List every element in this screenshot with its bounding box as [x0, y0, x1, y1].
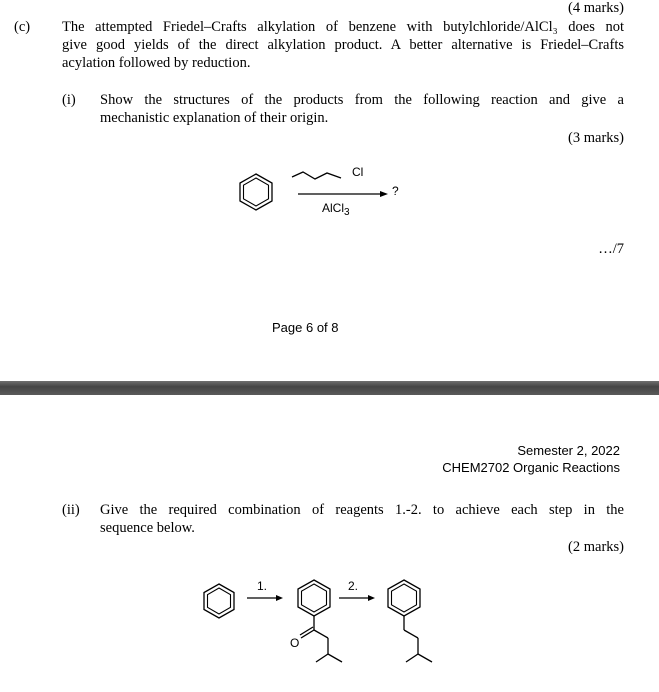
reaction-arrow	[298, 190, 388, 198]
step-1-arrow	[247, 594, 283, 602]
sub-i-label: (i)	[62, 92, 76, 108]
sub-i-marks: (3 marks)	[568, 130, 624, 146]
sub-ii-line-1: Give the required combination of reagents 1.-2. to achieve each step in the	[100, 502, 624, 518]
reagent-alcl3-label: AlCl$_3$	[322, 201, 350, 218]
course-label: CHEM2702 Organic Reactions	[442, 460, 620, 475]
sub-ii-marks: (2 marks)	[568, 539, 624, 555]
semester-label: Semester 2, 2022	[517, 443, 620, 458]
part-c-line-3: acylation followed by reduction.	[62, 55, 251, 71]
step-2-arrow	[339, 594, 375, 602]
page-number: Page 6 of 8	[272, 320, 339, 335]
product-unknown: ?	[392, 184, 399, 198]
part-c-line-1: The attempted Friedel–Crafts alkylation of benzene with butylchloride/AlCl₃ does not	[62, 19, 624, 35]
ketone-intermediate-structure	[296, 578, 359, 678]
sub-i-line-2: mechanistic explanation of their origin.	[100, 110, 329, 126]
step-2-label: 2.	[348, 579, 359, 593]
continued-marker: …/7	[598, 241, 624, 257]
page-divider	[0, 381, 659, 395]
sub-ii-line-2: sequence below.	[100, 520, 195, 536]
butylbenzene-product-structure	[386, 578, 446, 678]
sub-ii-label: (ii)	[62, 502, 80, 518]
butyl-chloride-structure	[291, 165, 353, 185]
oxygen-label: O	[290, 636, 300, 650]
part-c-label: (c)	[14, 19, 31, 35]
benzene-start-structure	[202, 582, 236, 620]
marks-header: (4 marks)	[568, 0, 624, 16]
sub-i-line-1: Show the structures of the products from the following reaction and give a	[100, 92, 624, 108]
part-c-line-2: give good yields of the direct alkylation product. A better alternative is Friedel–Crafts	[62, 37, 624, 53]
benzene-structure	[238, 172, 274, 212]
reagent-chloride-label: Cl	[352, 165, 364, 179]
step-1-label: 1.	[257, 579, 268, 593]
